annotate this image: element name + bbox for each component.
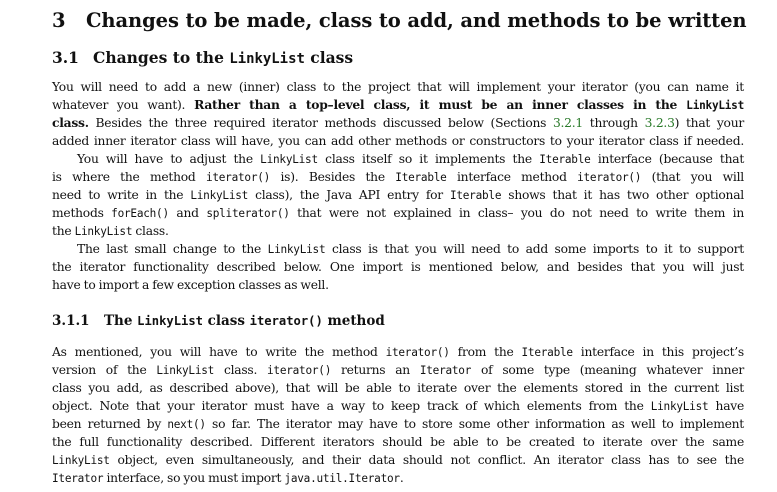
text-line: object. Note that your iterator must have a way to keep track of which elements from the LinkyList have xyxy=(52,399,745,413)
subsection-heading: 3.1 Changes to the LinkyList class xyxy=(52,48,354,67)
text-line: the iterator functionality described below. One import is mentioned below, and besides that you will just xyxy=(52,260,744,274)
text-line: Iterator interface, so you must import java.util.Iterator. xyxy=(52,471,404,485)
text-line: is where the method iterator() is). Besides the Iterable interface method iterator() (that you will xyxy=(52,170,744,184)
text-line: have to import a few exception classes as well. xyxy=(52,278,329,292)
text-line: been returned by next() so far. The iterator may have to store some other information as well to implement xyxy=(52,417,745,431)
text-line: LinkyList object, even simultaneously, and their data should not conflict. An iterator class has to see the xyxy=(52,453,744,467)
text-line: class you add, as described above), that will be able to iterate over the elements stored in the current list xyxy=(52,381,744,395)
text-line: whatever you want). Rather than a top–level class, it must be an inner classes in the LinkyList xyxy=(52,97,744,112)
section-ref-link[interactable]: 3.2.3 xyxy=(644,116,675,130)
text-line: As mentioned, you will have to write the method iterator() from the Iterable interface in this project’s xyxy=(52,345,744,359)
text-line: You will have to adjust the LinkyList class itself so it implements the Iterable interface (because that xyxy=(77,152,745,166)
text-line: version of the LinkyList class. iterator() returns an Iterator of some type (meaning whatever inner xyxy=(52,363,744,377)
section-heading: 3 Changes to be made, class to add, and methods to be written xyxy=(52,9,747,32)
section-ref-link[interactable]: 3.2.1 xyxy=(552,116,583,130)
text-line: The last small change to the LinkyList class is that you will need to add some imports to it to support xyxy=(77,242,744,256)
subsubsection-heading: 3.1.1 The LinkyList class iterator() method xyxy=(52,313,385,329)
text-line: class. Besides the three required iterator methods discussed below (Sections 3.2.1 through 3.2.3) that your xyxy=(52,115,744,130)
text-line: need to write in the LinkyList class), the Java API entry for Iterable shows that it has two other optional xyxy=(52,188,744,202)
text-line: the LinkyList class. xyxy=(52,224,169,238)
text-line: methods forEach() and spliterator() that were not explained in class– you do not need to write them in xyxy=(52,206,744,220)
text-line: You will need to add a new (inner) class to the project that will implement your iterator (you can name it xyxy=(52,80,744,94)
text-line: added inner iterator class will have, you can add other methods or constructors to your iterator class if needed. xyxy=(52,134,744,148)
text-line: the full functionality described. Different iterators should be able to be created to iterate over the same xyxy=(52,435,744,449)
